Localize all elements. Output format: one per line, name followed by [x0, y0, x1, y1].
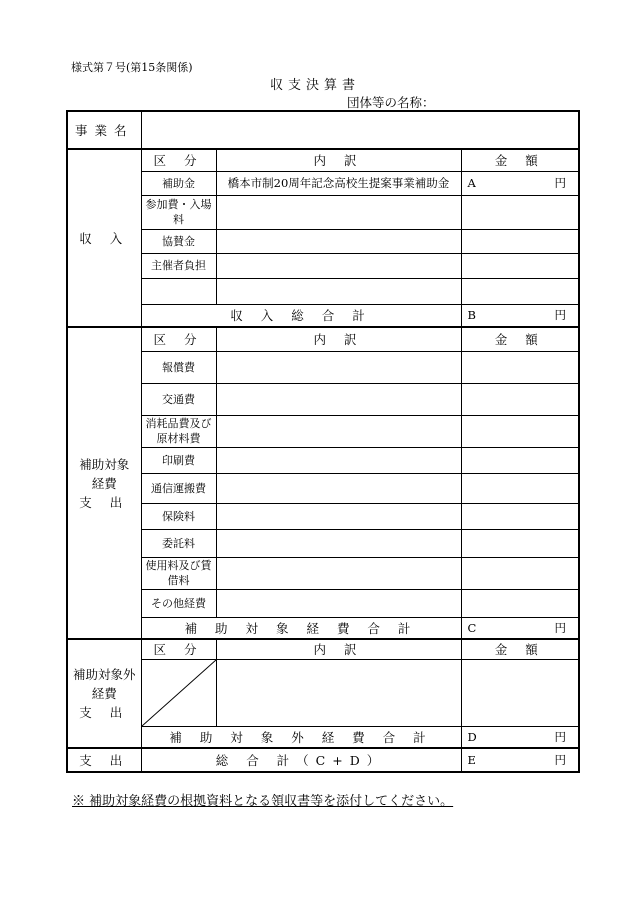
income-row — [67, 253, 579, 278]
income-header-row — [67, 149, 579, 171]
income-row — [67, 195, 579, 229]
document-title: 収支決算書 — [269, 78, 360, 93]
ineligible-total-label: 補 助 対 象 外 経 費 合 計 — [141, 726, 461, 748]
income-row — [67, 229, 579, 253]
eligible-header-row — [67, 327, 579, 351]
eligible-category: 使用料及び賃借料 — [141, 557, 216, 589]
income-total-label: 収 入 総 合 計 — [141, 304, 461, 327]
eligible-amount[interactable] — [461, 557, 579, 589]
eligible-row — [67, 589, 579, 617]
eligible-total-label: 補 助 対 象 経 費 合 計 — [141, 617, 461, 639]
income-detail[interactable]: 橋本市制20周年記念高校生提案事業補助金 — [216, 171, 461, 195]
eligible-detail[interactable] — [216, 447, 461, 473]
eligible-detail[interactable] — [216, 503, 461, 529]
income-category: 参加費・入場料 — [141, 195, 216, 229]
income-detail[interactable] — [216, 229, 461, 253]
eligible-category: 保険料 — [141, 503, 216, 529]
eligible-category: その他経費 — [141, 589, 216, 617]
ineligible-detail[interactable] — [216, 659, 461, 726]
expense-total-row — [67, 748, 579, 772]
ineligible-header-category: 区 分 — [141, 639, 216, 659]
income-detail[interactable] — [216, 278, 461, 304]
income-detail[interactable] — [216, 253, 461, 278]
eligible-total-row — [67, 617, 579, 639]
income-amount[interactable] — [461, 229, 579, 253]
eligible-category: 交通費 — [141, 383, 216, 415]
ineligible-header-row — [67, 639, 579, 659]
eligible-row — [67, 557, 579, 589]
project-name-field[interactable] — [141, 111, 579, 149]
eligible-row — [67, 383, 579, 415]
eligible-detail[interactable] — [216, 473, 461, 503]
ineligible-header-amount: 金 額 — [461, 639, 579, 659]
ineligible-category-crossed — [141, 659, 216, 726]
ineligible-row — [67, 659, 579, 726]
eligible-row — [67, 415, 579, 447]
eligible-row — [67, 529, 579, 557]
eligible-section-label: 補助対象 経費 支 出 — [67, 327, 141, 639]
footnote: ※ 補助対象経費の根拠資料となる領収書等を添付してください。 — [72, 794, 454, 809]
ineligible-header-detail: 内 訳 — [216, 639, 461, 659]
eligible-category: 報償費 — [141, 351, 216, 383]
eligible-detail[interactable] — [216, 529, 461, 557]
eligible-amount[interactable] — [461, 473, 579, 503]
income-category[interactable] — [141, 278, 216, 304]
income-category: 協賛金 — [141, 229, 216, 253]
ineligible-section-label: 補助対象外 経費 支 出 — [67, 639, 141, 748]
eligible-detail[interactable] — [216, 415, 461, 447]
eligible-detail[interactable] — [216, 589, 461, 617]
ineligible-amount[interactable] — [461, 659, 579, 726]
eligible-amount[interactable] — [461, 447, 579, 473]
eligible-detail[interactable] — [216, 557, 461, 589]
form-number: 様式第７号(第15条関係) — [71, 61, 193, 74]
eligible-header-amount: 金 額 — [461, 327, 579, 351]
income-row — [67, 278, 579, 304]
income-category: 主催者負担 — [141, 253, 216, 278]
ineligible-total-row — [67, 726, 579, 748]
eligible-row — [67, 447, 579, 473]
eligible-amount[interactable] — [461, 589, 579, 617]
income-total-row — [67, 304, 579, 327]
eligible-row — [67, 503, 579, 529]
diagonal-line — [142, 660, 216, 726]
eligible-row — [67, 351, 579, 383]
eligible-header-category: 区 分 — [141, 327, 216, 351]
eligible-category: 消耗品費及び原材料費 — [141, 415, 216, 447]
income-amount[interactable] — [461, 195, 579, 229]
expense-total-side-label: 支 出 — [67, 748, 141, 772]
eligible-amount[interactable] — [461, 503, 579, 529]
expense-total-amount[interactable]: E 円 — [461, 748, 579, 772]
eligible-amount[interactable] — [461, 529, 579, 557]
income-header-amount: 金 額 — [461, 149, 579, 171]
income-row — [67, 171, 579, 195]
budget-table — [66, 110, 580, 773]
eligible-header-detail: 内 訳 — [216, 327, 461, 351]
eligible-amount[interactable] — [461, 351, 579, 383]
eligible-detail[interactable] — [216, 383, 461, 415]
eligible-amount[interactable] — [461, 383, 579, 415]
expense-total-label: 総 合 計（C+D） — [141, 748, 461, 772]
income-header-category: 区 分 — [141, 149, 216, 171]
project-name-label: 事業名 — [67, 111, 141, 149]
income-amount[interactable]: A 円 — [461, 171, 579, 195]
eligible-detail[interactable] — [216, 351, 461, 383]
income-detail[interactable] — [216, 195, 461, 229]
organization-label: 団体等の名称： — [347, 95, 435, 110]
income-header-detail: 内 訳 — [216, 149, 461, 171]
income-category: 補助金 — [141, 171, 216, 195]
project-name-row — [67, 111, 579, 149]
income-total-amount[interactable]: B 円 — [461, 304, 579, 327]
eligible-total-amount[interactable]: C 円 — [461, 617, 579, 639]
income-section-label: 収 入 — [67, 149, 141, 327]
ineligible-total-amount[interactable]: D 円 — [461, 726, 579, 748]
income-amount[interactable] — [461, 278, 579, 304]
eligible-category: 委託料 — [141, 529, 216, 557]
income-amount[interactable] — [461, 253, 579, 278]
eligible-category: 通信運搬費 — [141, 473, 216, 503]
eligible-amount[interactable] — [461, 415, 579, 447]
eligible-category: 印刷費 — [141, 447, 216, 473]
eligible-row — [67, 473, 579, 503]
